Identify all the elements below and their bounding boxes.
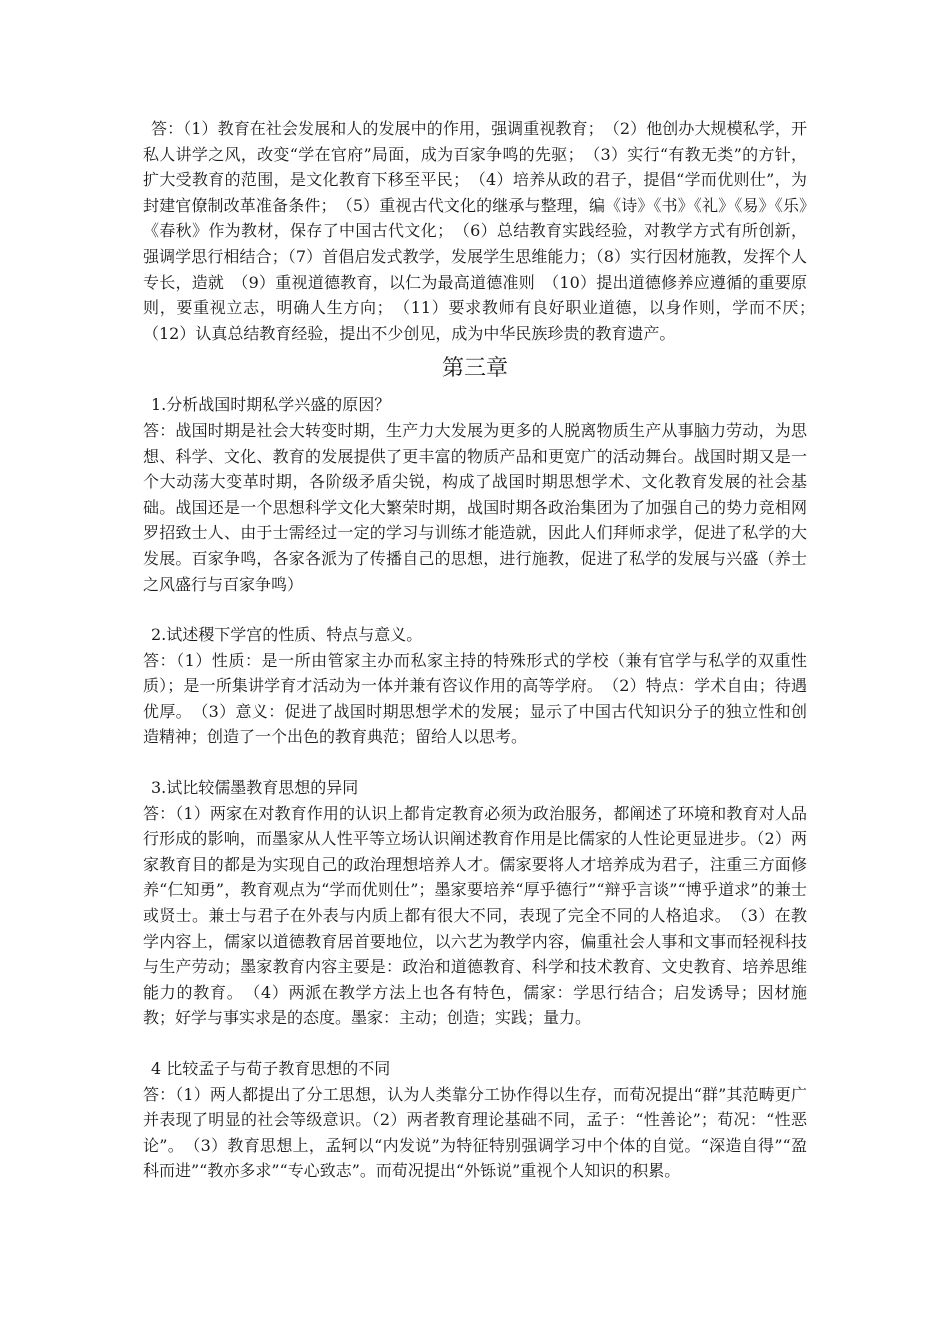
answer-1: 答：战国时期是社会大转变时期，生产力大发展为更多的人脱离物质生产从事脑力劳动，为思想、科学、文化、教育的发展提供了更丰富的物质产品和更宽广的活动舞台。战国时期又是一个大动荡大变革时期，各阶级矛盾尖锐，构成了战国时期思想学术、文化教育发展的社会基础。战国还是一个思想科学文化大繁荣时期，战国时期各政治集团为了加强自己的势力竞相网罗招致士人、由于士需经过一定的学习与训练才能造就，因此人们拜师求学，促进了私学的大发展。百家争鸣，各家各派为了传播自己的思想，进行施教，促进了私学的发展与兴盛（养士之风盛行与百家争鸣） <box>143 420 807 594</box>
question-2: 2.试述稷下学宫的性质、特点与意义。 <box>151 625 423 645</box>
spacer <box>143 750 807 775</box>
question-3: 3.试比较儒墨教育思想的异同 <box>151 778 359 798</box>
spacer <box>143 597 807 622</box>
answer-4: 答：（1）两人都提出了分工思想，认为人类靠分工协作得以生存，而荀况提出“群”其范畴更广并表现了明显的社会等级意识。（2）两者教育理论基础不同，孟子：“性善论”；荀况：“性恶论”。 （3）教育思想上，孟轲以“内发说”为特征特别强调学习中个体的自觉。“深造自得”“盈科而进”“教亦多求”“专心致志”。而荀况提出“外铄说”重视个人知识的积累。 <box>143 1084 807 1181</box>
spacer <box>143 1031 807 1056</box>
question-4: 4 比较孟子与荀子教育思想的不同 <box>151 1059 391 1078</box>
answer-3: 答：（1）两家在对教育作用的认识上都肯定教育必须为政治服务，都阐述了环境和教育对人品行形成的影响，而墨家从人性平等立场认识阐述教育作用是比儒家的人性论更显进步。（2）两家教育目的都是为实现自己的政治理想培养人才。儒家要将人才培养成为君子，注重三方面修养“仁知勇”，教育观点为“学而优则仕”；墨家要培养“厚乎德行”“辩乎言谈”“博乎道求”的兼士或贤士。兼士与君子在外表与内质上都有很大不同，表现了完全不同的人格追求。 （3）在教学内容上，儒家以道德教育居首要地位，以六艺为教学内容，偏重社会人事和文事而轻视科技与生产劳动；墨家教育内容主要是：政治和道德教育、科学和技术教育、文史教育、培养思维能力的教育。 （4）两派在教学方法上也各有特色，儒家：学思行结合；启发诱导；因材施教；好学与事实求是的态度。墨家：主动；创造；实践；量力。 <box>143 803 807 1028</box>
intro-answer: 答：（1）教育在社会发展和人的发展中的作用，强调重视教育； （2）他创办大规模私学，开私人讲学之风，改变“学在官府”局面，成为百家争鸣的先驱； （3）实行“有教无类”的方针，扩大受教育的范围，是文化教育下移至平民； （4）培养从政的君子，提倡“学而优则仕”，为封建官僚制改革准备条件； （5）重视古代文化的继承与整理，编《诗》《书》《礼》《易》《乐》《春秋》作为教材，保存了中国古代文化； （6）总结教育实践经验，对教学方式有所创新，强调学思行相结合；（7）首倡启发式教学，发展学生思维能力；（8）实行因材施教，发挥个人专长，造就 （9）重视道德教育，以仁为最高道德准则 （10）提出道德修养应遵循的重要原则，要重视立志，明确人生方向； （11）要求教师有良好职业道德，以身作则，学而不厌； （12）认真总结教育经验，提出不少创见，成为中华民族珍贵的教育遗产。 <box>143 119 824 343</box>
question-1: 1.分析战国时期私学兴盛的原因？ <box>151 395 391 415</box>
answer-2: 答：（1）性质：是一所由管家主办而私家主持的特殊形式的学校（兼有官学与私学的双重性质）；是一所集讲学育才活动为一体并兼有咨议作用的高等学府。 （2）特点：学术自由；待遇优厚。 （3）意义：促进了战国时期思想学术的发展；显示了中国古代知识分子的独立性和创造精神；创造了一个出色的教育典范；留给人以思考。 <box>143 650 807 747</box>
chapter-title: 第三章 <box>441 356 508 382</box>
